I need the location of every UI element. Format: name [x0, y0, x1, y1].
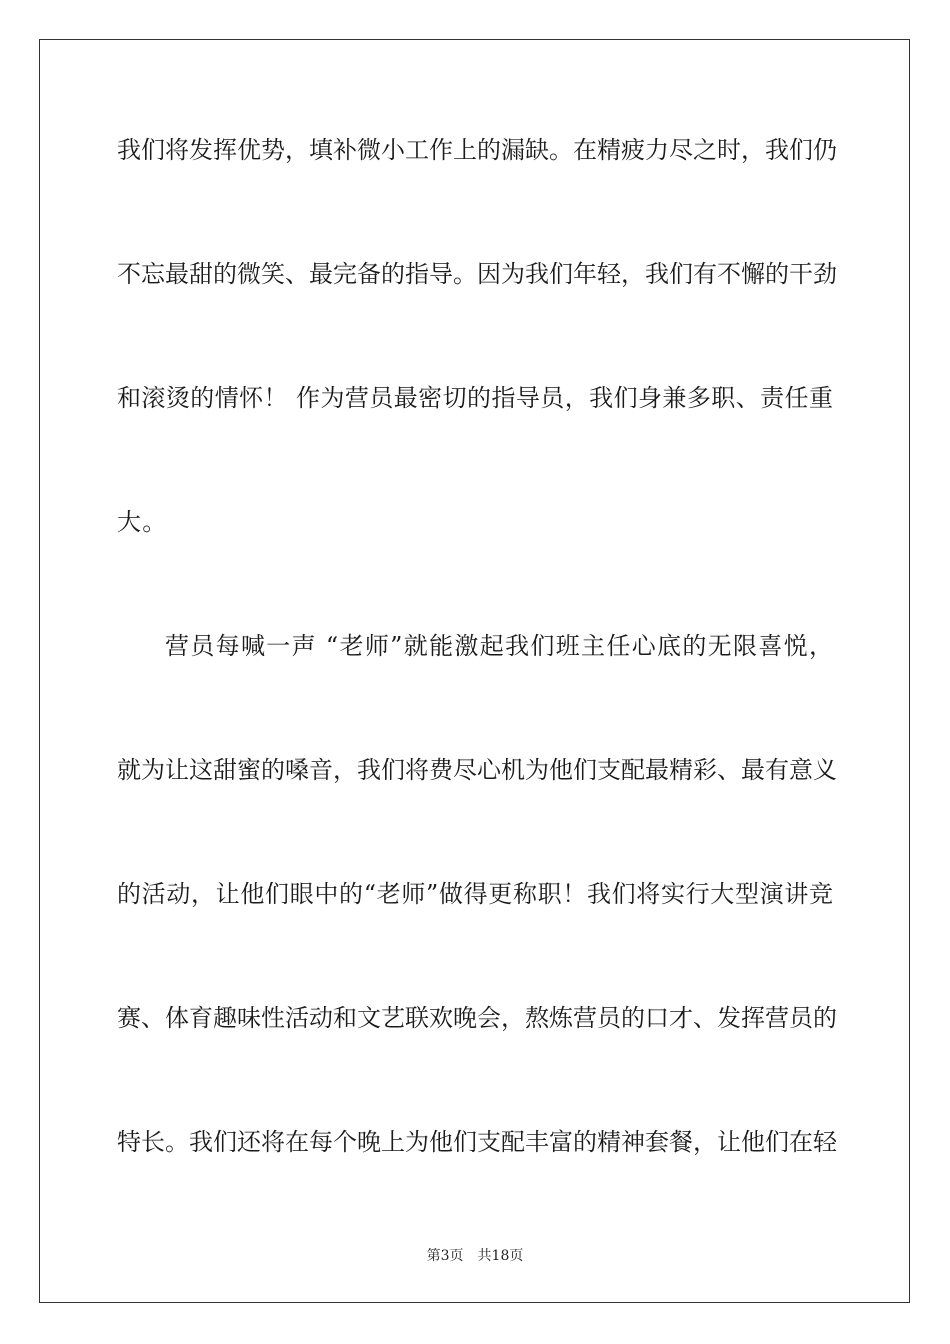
body-text-line-4: 大。 [117, 508, 168, 536]
body-text-line-2: 不忘最甜的微笑、最完备的指导。因为我们年轻，我们有不懈的干劲 [117, 260, 837, 288]
current-page-number: 第3页 [426, 1248, 464, 1264]
body-text-line-7: 的活动，让他们眼中的“老师”做得更称职！我们将实行大型演讲竞 [117, 880, 833, 908]
body-text-line-6: 就为让这甜蜜的嗓音，我们将费尽心机为他们支配最精彩、最有意义 [117, 756, 837, 784]
page-footer [0, 1247, 950, 1265]
body-text-line-3: 和滚烫的情怀！ 作为营员最密切的指导员，我们身兼多职、责任重 [117, 384, 833, 412]
page-border [39, 39, 910, 1303]
total-page-count: 共18页 [477, 1248, 524, 1264]
body-text-line-9: 特长。我们还将在每个晚上为他们支配丰富的精神套餐，让他们在轻 [117, 1128, 837, 1156]
body-text-line-8: 赛、体育趣味性活动和文艺联欢晚会，熬炼营员的口才、发挥营员的 [117, 1004, 837, 1032]
paragraph-first-line: 营员每喊一声 “老师”就能激起我们班主任心底的无限喜悦， [165, 632, 833, 660]
body-text-line-1: 我们将发挥优势，填补微小工作上的漏缺。在精疲力尽之时，我们仍 [117, 136, 837, 164]
